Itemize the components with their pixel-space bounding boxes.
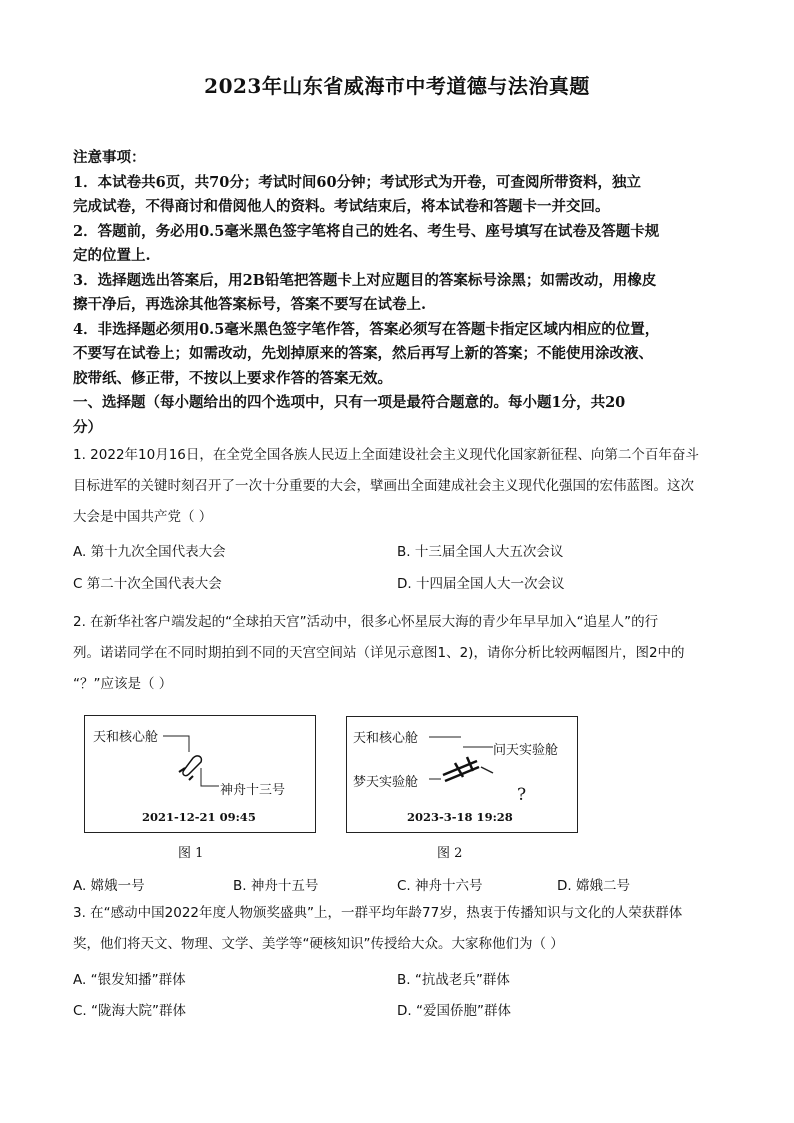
- fig2-label-core: 天和核心舱: [353, 731, 419, 746]
- fig1-label-ship: 神舟十三号: [220, 783, 286, 798]
- question-2-line-2: 列。诺诺同学在不同时期拍到不同的天宫空间站（详见示意图1、2)，请你分析比较两幅图片，图2中的: [73, 645, 685, 661]
- space-station-icon: [347, 717, 577, 832]
- q3-option-d: D. “爱国侨胞”群体: [397, 1003, 511, 1019]
- section-heading-cont: 分）: [73, 418, 102, 436]
- question-2: [73, 607, 723, 700]
- notice-item-4-cont2: 胶带纸、修正带，不按以上要求作答的答案无效。: [73, 369, 392, 387]
- page-title: 2023年山东省威海市中考道德与法治真题: [204, 74, 590, 98]
- q2-option-b: B. 神舟十五号: [233, 878, 319, 894]
- notice-item-3-cont: 擦干净后，再选涂其他答案标号，答案不要写在试卷上.: [73, 296, 427, 313]
- notice-item-4: 4．非选择题必须用0.5毫米黑色签字笔作答，答案必须写在答题卡指定区域内相应的位置，: [73, 320, 660, 338]
- notice-heading: 注意事项：: [73, 149, 146, 166]
- fig2-date: 2023-3-18 19:28: [407, 810, 513, 824]
- q2-option-d: D. 嫦娥二号: [557, 878, 630, 894]
- question-1-line-3: 大会是中国共产党（ ）: [73, 509, 213, 525]
- fig2-label-mengtian: 梦天实验舱: [353, 775, 419, 790]
- fig2-question-mark: ?: [517, 785, 527, 805]
- q1-option-c: C 第二十次全国代表大会: [73, 576, 222, 592]
- fig1-label-core: 天和核心舱: [93, 730, 159, 745]
- notice-section: [73, 146, 723, 440]
- notice-item-2: 2．答题前，务必用0.5毫米黑色签字笔将自己的姓名、考生号、座号填写在试卷及答题卡规: [73, 222, 660, 240]
- q1-option-d: D. 十四届全国人大一次会议: [397, 576, 565, 592]
- fig1-caption: 图 1: [178, 846, 204, 861]
- figure-1: [84, 715, 316, 833]
- fig2-label-wentian: 问天实验舱: [493, 743, 559, 758]
- notice-item-3: 3．选择题选出答案后，用2B铅笔把答题卡上对应题目的答案标号涂黑；如需改动，用橡皮: [73, 271, 657, 289]
- notice-item-2-cont: 定的位置上.: [73, 247, 151, 264]
- question-1: [73, 440, 723, 533]
- section-heading: 一、选择题（每小题给出的四个选项中，只有一项是最符合题意的。每小题1分，共20: [73, 394, 626, 411]
- question-3: [73, 898, 723, 960]
- notice-item-4-cont: 不要写在试卷上；如需改动，先划掉原来的答案，然后再写上新的答案；不能使用涂改液、: [73, 345, 653, 362]
- q1-option-b: B. 十三届全国人大五次会议: [397, 544, 564, 560]
- q3-option-b: B. “抗战老兵”群体: [397, 972, 510, 988]
- figure-2: [346, 716, 578, 833]
- question-2-line-3: “？”应该是（ ）: [73, 676, 173, 692]
- question-1-line-2: 目标进军的关键时刻召开了一次十分重要的大会，擘画出全面建成社会主义现代化强国的宏伟蓝图。这次: [73, 478, 694, 494]
- q3-option-c: C. “陇海大院”群体: [73, 1003, 186, 1019]
- question-2-line-1: 2. 在新华社客户端发起的“全球拍天宫”活动中，很多心怀星辰大海的青少年早早加入“追星人”的行: [73, 614, 659, 630]
- question-3-line-2: 奖，他们将天文、物理、文学、美学等“硬核知识”传授给大众。大家称他们为（ ）: [73, 936, 564, 952]
- q1-option-a: A. 第十九次全国代表大会: [73, 544, 226, 560]
- fig1-date: 2021-12-21 09:45: [142, 810, 256, 824]
- notice-item-1: 1．本试卷共6页，共70分；考试时间60分钟；考试形式为开卷，可查阅所带资料，独立: [73, 173, 642, 191]
- q2-option-c: C. 神舟十六号: [397, 878, 483, 894]
- space-station-icon: [85, 716, 315, 832]
- question-3-line-1: 3. 在“感动中国2022年度人物颁奖盛典”上，一群平均年龄77岁，热衷于传播知识与文化的人荣获群体: [73, 905, 683, 921]
- notice-item-1-cont: 完成试卷，不得商讨和借阅他人的资料。考试结束后，将本试卷和答题卡一并交回。: [73, 198, 610, 215]
- q2-option-a: A. 嫦娥一号: [73, 878, 145, 894]
- question-1-line-1: 1. 2022年10月16日，在全党全国各族人民迈上全面建设社会主义现代化国家新征程、向第二个百年奋斗: [73, 447, 699, 463]
- fig2-caption: 图 2: [437, 846, 463, 861]
- q3-option-a: A. “银发知播”群体: [73, 972, 186, 988]
